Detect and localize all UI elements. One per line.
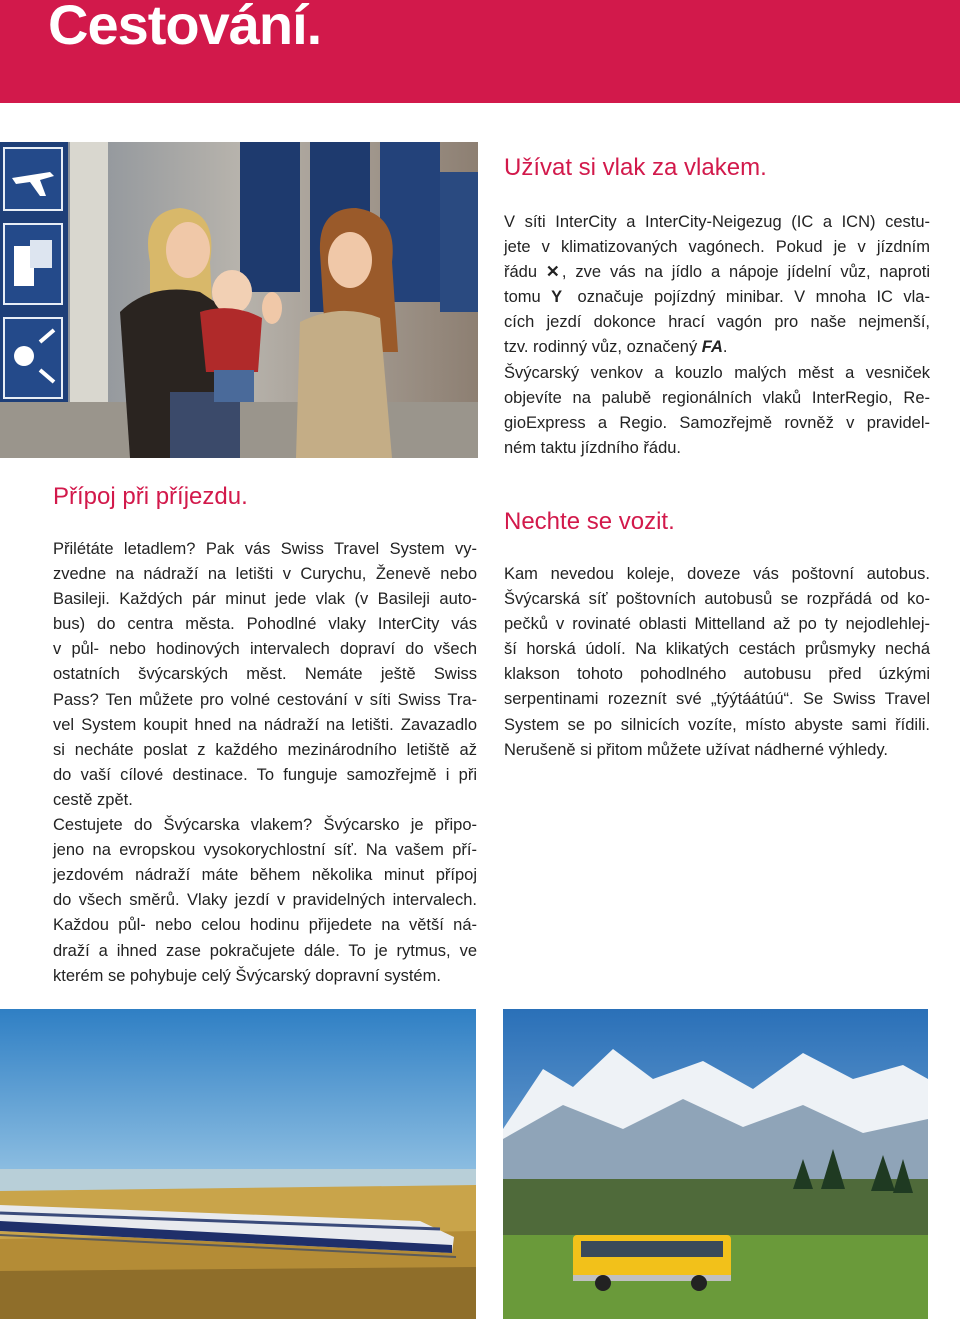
text-line: jezdovém nádraží máte během několika minut přípoj — [53, 866, 477, 885]
text-line: System se po silnicích vozíte, místo abyste sami řídili. — [504, 715, 930, 734]
text-trains — [504, 210, 930, 461]
text-fragment: tomu — [504, 288, 552, 307]
photo-station-women-baby — [0, 142, 478, 458]
text-line: Každou půl- nebo celou hodinu přijedete na větší ná- — [53, 916, 477, 935]
text-fragment: . — [722, 338, 728, 357]
text-fragment: označuje pojízdný minibar. V mnoha IC vla- — [567, 288, 930, 307]
text-line — [504, 335, 930, 360]
text-line: do vaší cílové destinace. To funguje samozřejmě i při — [53, 765, 477, 784]
page-title: Cestování. — [48, 0, 322, 56]
text-line: vel System koupit hned na nádraží na letišti. Zavazadlo — [53, 715, 477, 734]
text-line: do všech směrů. Vlaky jezdí v pravidelných intervalech. — [53, 891, 477, 910]
cocktail-glass-icon: Y — [551, 288, 563, 307]
text-line: kterém se pohybuje celý Švýcarský dopravní systém. — [53, 966, 441, 985]
text-line: V síti InterCity a InterCity-Neigezug (IC a ICN) cestu- — [504, 213, 930, 231]
text-line: Švýcarský venkov a kouzlo malých měst a vesniček — [504, 363, 930, 382]
heading-trains: Užívat si vlak za vlakem. — [504, 154, 767, 181]
text-line: serpentinami rozeznít své „týýtáátúú“. Se Swiss Travel — [504, 690, 930, 709]
text-fragment: řádu — [504, 263, 546, 282]
heading-arrival: Přípoj při příjezdu. — [53, 483, 248, 510]
text-fragment: , zve vás na jídlo a nápoje jídelní vůz, naproti — [561, 263, 930, 282]
text-line: ší horská údolí. Na klikatých cestách průsmyky nechá — [504, 640, 930, 659]
text-line: Nerušeně si přitom můžete užívat nádherné výhledy. — [504, 740, 888, 759]
photo-train-field — [0, 1009, 476, 1319]
text-line: objevíte na palubě regionálních vlaků InterRegio, Re- — [504, 388, 930, 407]
heading-bus: Nechte se vozit. — [504, 508, 675, 535]
text-line: jeno na evropskou vysokorychlostní síť. Na vašem pří- — [53, 841, 477, 860]
text-line — [504, 285, 930, 310]
text-line: ném taktu jízdního řádu. — [504, 438, 682, 457]
text-arrival — [53, 537, 477, 989]
header-banner — [0, 0, 960, 103]
text-line: cích jezdí dokonce hrací vagón pro naše nejmenší, — [504, 313, 930, 332]
text-line: ostatních švýcarských měst. Nemáte ještě Swiss — [53, 665, 477, 684]
text-line: Švýcarská síť poštovních autobusů se rozpřádá od ko- — [504, 590, 930, 609]
text-line — [504, 260, 930, 285]
text-line: draží a ihned zase pokračujete dále. To je rytmus, ve — [53, 941, 477, 960]
text-line: v půl- nebo hodinových intervalech dopraví do všech — [53, 640, 477, 659]
text-fragment: tzv. rodinný vůz, označený — [504, 338, 702, 357]
text-line: si necháte poslat z každého mezinárodního letiště až — [53, 740, 477, 759]
text-line: Pass? Ten můžete pro volné cestování v síti Swiss Tra- — [53, 690, 477, 709]
text-line: zvedne na nádraží na letišti v Curychu, Ženevě nebo — [53, 565, 477, 584]
text-line: bus) do centra města. Pohodlné vlaky InterCity vás — [53, 615, 477, 634]
text-bus — [504, 562, 930, 763]
text-line: Basileji. Každých pár minut jede vlak (v Basileji auto- — [53, 590, 477, 609]
fork-knife-icon: ✕ — [545, 263, 560, 282]
text-line: cestě zpět. — [53, 790, 133, 809]
text-line: pečků v rovinaté oblasti Mittelland až po ty nejodlehlej- — [504, 615, 930, 634]
text-line: Cestujete do Švýcarska vlakem? Švýcarsko je připo- — [53, 816, 477, 835]
text-line: Přilétáte letadlem? Pak vás Swiss Travel System vy- — [53, 540, 477, 558]
text-line: jete v klimatizovaných vagónech. Pokud je v jízdním — [504, 238, 930, 257]
text-line: Kam nevedou koleje, doveze vás poštovní autobus. — [504, 565, 930, 583]
family-car-badge: FA — [701, 338, 723, 357]
photo-postbus-mountains — [503, 1009, 928, 1319]
text-line: gioExpress a Regio. Samozřejmě rovněž v pravidel- — [504, 413, 930, 432]
text-line: klakson tohoto pohodlného autobusu před úzkými — [504, 665, 930, 684]
